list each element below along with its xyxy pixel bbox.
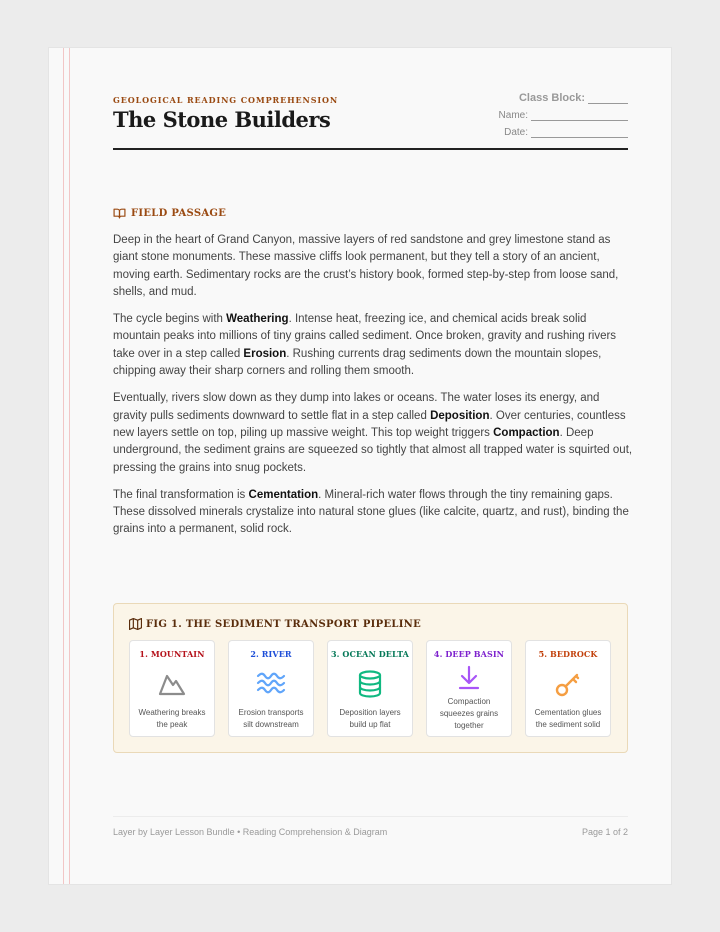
key-term: Cementation bbox=[248, 488, 319, 501]
passage-text: . Over centuries, countless new layers settle on top, piling up massive weight. This top weight triggers bbox=[113, 409, 626, 439]
passage-text: Eventually, rivers slow down as they dump into lakes or oceans. The water loses its energy, and gravity pulls sediments downward to settle flat in a step called bbox=[113, 392, 600, 422]
database-icon bbox=[357, 670, 383, 698]
step-description: Weathering breaks the peak bbox=[138, 708, 206, 729]
step-description: Erosion transports silt downstream bbox=[238, 708, 304, 729]
worksheet-header bbox=[113, 92, 628, 150]
step-card-bedrock bbox=[525, 640, 611, 737]
passage-heading bbox=[113, 208, 226, 219]
mountain-icon bbox=[158, 670, 186, 696]
page-title: The Stone Builders bbox=[113, 107, 331, 132]
step-card-mountain bbox=[129, 640, 215, 737]
map-icon bbox=[129, 618, 142, 630]
margin-line bbox=[63, 48, 64, 884]
step-description: Compaction squeezes grains together bbox=[439, 697, 499, 730]
key-term: Erosion bbox=[243, 347, 287, 360]
step-title: 4. DEEP BASIN bbox=[433, 649, 505, 659]
waves-icon bbox=[256, 670, 286, 696]
arrow-down-icon bbox=[457, 665, 481, 691]
date-blank[interactable] bbox=[531, 129, 628, 138]
step-card-deep-basin bbox=[426, 640, 512, 737]
passage-paragraph bbox=[113, 390, 633, 476]
passage-text: . Intense heat, freezing ice, and chemical acids break solid mountain peaks into millions of tiny grains called sediment. Once broken, gravity and rushing rivers take over in a step called bbox=[113, 313, 617, 360]
name-field[interactable] bbox=[499, 110, 628, 121]
date-field[interactable] bbox=[504, 127, 628, 138]
class-block-field[interactable] bbox=[519, 92, 628, 104]
class-block-label: Class Block: bbox=[518, 92, 585, 104]
passage-paragraph: Deep in the heart of Grand Canyon, massive layers of red sandstone and grey limestone stand as giant stone monuments. These massive cliffs look permanent, but they tell a story of an ancient, moving earth. Sedimentary rocks are the crust’s history book, formed step-by-step from loose sand, shells, and mud. bbox=[113, 234, 619, 298]
key-icon bbox=[554, 670, 582, 698]
footer-credit: Layer by Layer Lesson Bundle • Reading Comprehension & Diagram bbox=[113, 827, 388, 837]
figure-title-label: FIG 1. THE SEDIMENT TRANSPORT PIPELINE bbox=[146, 618, 422, 630]
step-title: 3. OCEAN DELTA bbox=[330, 649, 409, 659]
page-footer bbox=[113, 816, 628, 837]
name-label: Name: bbox=[498, 110, 528, 121]
passage-text: . Deep underground, the sediment grains are squeezed so tightly that almost all trapped water is squirted out, pressing the grains into snug pockets. bbox=[113, 426, 633, 474]
passage-text: . Mineral-rich water flows through the tiny remaining gaps. These dissolved minerals crystalize into natural stone glues (like calcite, quartz, and rust), binding the grains into a permanent, solid rock. bbox=[113, 488, 629, 536]
page-number: Page 1 of 2 bbox=[581, 827, 628, 837]
passage-text: The cycle begins with bbox=[113, 313, 227, 326]
open-book-icon bbox=[113, 208, 126, 219]
pipeline-steps bbox=[129, 640, 611, 737]
step-title: 5. BEDROCK bbox=[538, 649, 598, 659]
step-title: 2. RIVER bbox=[250, 649, 292, 659]
passage-text: The final transformation is bbox=[113, 488, 249, 501]
worksheet-page bbox=[49, 48, 671, 884]
step-card-river bbox=[228, 640, 314, 737]
passage-paragraph bbox=[113, 487, 633, 539]
sediment-pipeline-figure bbox=[113, 603, 628, 753]
step-description: Cementation glues the sediment solid bbox=[534, 708, 602, 729]
step-description: Deposition layers build up flat bbox=[339, 708, 401, 729]
field-passage bbox=[113, 232, 633, 549]
date-label: Date: bbox=[504, 127, 528, 138]
step-card-ocean-delta bbox=[327, 640, 413, 737]
passage-heading-label: FIELD PASSAGE bbox=[131, 208, 227, 219]
eyebrow-label: GEOLOGICAL READING COMPREHENSION bbox=[113, 95, 339, 105]
key-term: Deposition bbox=[430, 409, 490, 422]
passage-text: . Rushing currents drag sediments down the mountain slopes, chipping away their sharp corners and rolling them smooth. bbox=[113, 347, 602, 378]
figure-title bbox=[129, 618, 421, 630]
class-block-blank[interactable] bbox=[588, 95, 628, 104]
margin-line bbox=[69, 48, 70, 884]
step-title: 1. MOUNTAIN bbox=[139, 649, 205, 659]
name-blank[interactable] bbox=[531, 112, 628, 121]
key-term: Compaction bbox=[493, 426, 560, 439]
key-term: Weathering bbox=[226, 313, 289, 326]
passage-paragraph bbox=[113, 311, 633, 380]
